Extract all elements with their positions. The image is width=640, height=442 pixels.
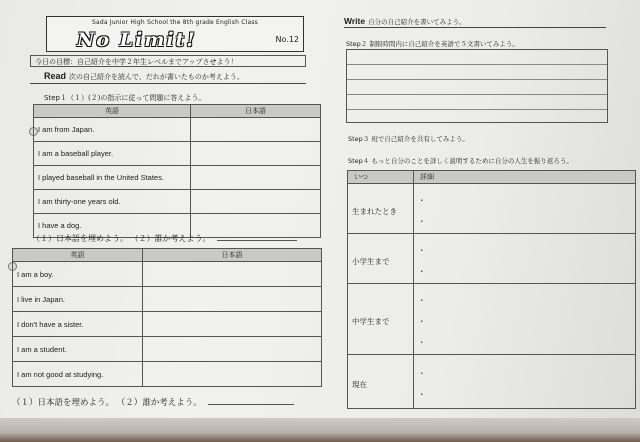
table-row <box>348 234 636 284</box>
life-stage-label: 現在 <box>348 355 414 409</box>
english-sentence: I have a dog. <box>34 214 191 238</box>
table3-header-when: いつ <box>348 171 414 184</box>
japanese-answer-field[interactable] <box>143 362 322 387</box>
question-1-part2: （２）誰か考えよう。 <box>130 234 211 243</box>
read-divider <box>30 83 306 84</box>
bullet: ・ <box>418 267 426 276</box>
english-sentence: I live in Japan. <box>13 287 143 312</box>
write-divider <box>344 27 606 28</box>
english-sentence: I am from Japan. <box>34 118 191 142</box>
table-row <box>348 284 636 355</box>
japanese-answer-field[interactable] <box>191 166 321 190</box>
table-row <box>348 355 636 409</box>
goal-box: 今日の目標：自己紹介を中学２年生レベルまでアップさせよう！ <box>30 55 306 67</box>
table3-header-details: 詳細 <box>414 171 636 184</box>
life-stage-label: 生まれたとき <box>348 184 414 234</box>
translation-table-1 <box>33 104 321 238</box>
table-row <box>13 362 322 387</box>
desk-surface <box>0 418 640 442</box>
bullet: ・ <box>418 217 426 226</box>
worksheet-title: No Limit! <box>77 29 197 51</box>
read-instruction <box>44 71 244 82</box>
step4-instruction: Step４ もっと自分のことを詳しく説明するために自分の人生を振り返ろう。 <box>348 157 573 165</box>
table-row <box>34 190 321 214</box>
question-2-part2: （２）誰か考えよう。 <box>116 398 202 408</box>
japanese-answer-field[interactable] <box>191 118 321 142</box>
japanese-answer-field[interactable] <box>143 312 322 337</box>
table2-header-japanese: 日本語 <box>143 249 322 262</box>
table-row <box>13 287 322 312</box>
table2-header-english: 英語 <box>13 249 143 262</box>
japanese-answer-field[interactable] <box>143 262 322 287</box>
question-2 <box>12 396 294 408</box>
write-label: Write <box>344 16 366 26</box>
writing-line <box>347 64 607 65</box>
details-field[interactable] <box>414 355 636 409</box>
english-sentence: I don't have a sister. <box>13 312 143 337</box>
bullet: ・ <box>418 369 426 378</box>
who-answer-field-1[interactable] <box>217 240 297 241</box>
write-text: 自分の自己紹介を書いてみよう。 <box>368 18 466 26</box>
table1-header-english: 英語 <box>34 105 191 118</box>
question-1 <box>32 233 297 244</box>
worksheet-number: No.12 <box>275 35 299 44</box>
bullet: ・ <box>418 390 426 399</box>
english-sentence: I am a boy. <box>13 262 143 287</box>
step3-instruction: Step３ 班で自己紹介を共有してみよう。 <box>348 135 469 143</box>
details-field[interactable] <box>414 184 636 234</box>
bullet: ・ <box>418 338 426 347</box>
writing-line <box>347 94 607 95</box>
translation-table-2 <box>12 248 322 387</box>
header-box <box>46 16 304 52</box>
read-label: Read <box>44 71 67 81</box>
question-2-part1: （１）日本語を埋めよう。 <box>12 398 115 408</box>
read-text: 次の自己紹介を読んで、だれが書いたものか考えよう。 <box>69 73 244 81</box>
question-1-part1: （１）日本語を埋めよう。 <box>32 234 128 243</box>
table-row <box>13 312 322 337</box>
step1-instruction: Step１（１）(２)の指示に従って問題に答えよう。 <box>44 94 206 102</box>
english-sentence: I am not good at studying. <box>13 362 143 387</box>
japanese-answer-field[interactable] <box>191 142 321 166</box>
life-stage-label: 小学生まで <box>348 234 414 284</box>
details-field[interactable] <box>414 234 636 284</box>
bullet: ・ <box>418 317 426 326</box>
japanese-answer-field[interactable] <box>143 287 322 312</box>
table-row <box>34 142 321 166</box>
japanese-answer-field[interactable] <box>143 337 322 362</box>
life-reflection-table <box>347 170 636 409</box>
step2-instruction: Step２ 制限時間内に自己紹介を英語で５文書いてみよう。 <box>346 40 519 48</box>
bullet: ・ <box>418 196 426 205</box>
life-stage-label: 中学生まで <box>348 284 414 355</box>
table1-header-japanese: 日本語 <box>191 105 321 118</box>
writing-line <box>347 109 607 110</box>
self-intro-writing-box[interactable] <box>346 49 608 123</box>
bullet: ・ <box>418 246 426 255</box>
english-sentence: I am a student. <box>13 337 143 362</box>
table-row <box>348 184 636 234</box>
table-row <box>34 118 321 142</box>
school-line: Sada Junior High School the 8th grade English Class <box>91 19 259 26</box>
english-sentence: I played baseball in the United States. <box>34 166 191 190</box>
who-answer-field-2[interactable] <box>208 404 294 405</box>
table-row <box>34 166 321 190</box>
details-field[interactable] <box>414 284 636 355</box>
bullet: ・ <box>418 296 426 305</box>
table-row <box>13 337 322 362</box>
english-sentence: I am a baseball player. <box>34 142 191 166</box>
write-instruction <box>344 16 466 26</box>
english-sentence: I am thirty-one years old. <box>34 190 191 214</box>
table-row <box>13 262 322 287</box>
japanese-answer-field[interactable] <box>191 190 321 214</box>
writing-line <box>347 79 607 80</box>
